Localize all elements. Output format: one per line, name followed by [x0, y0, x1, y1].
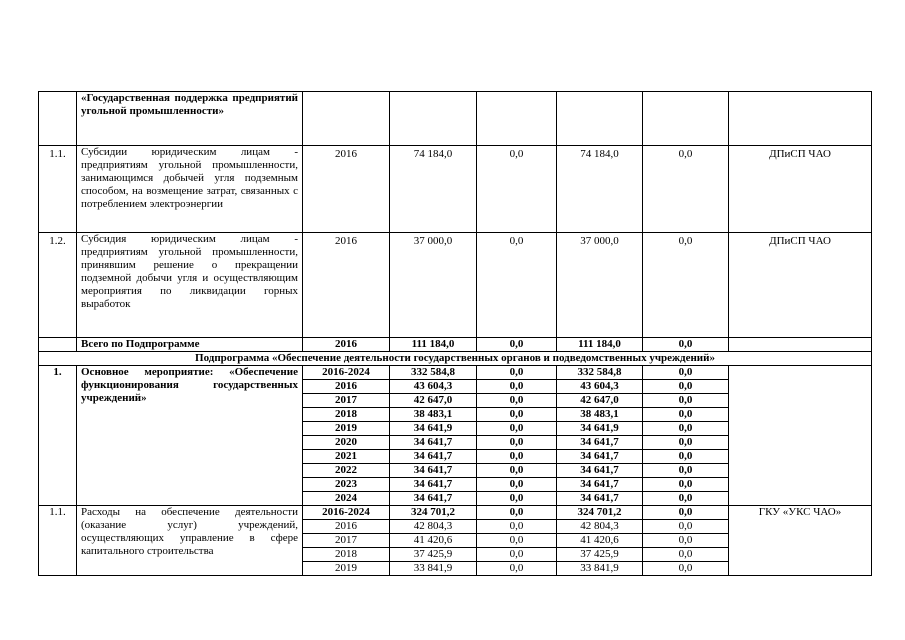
subtotal-executor	[729, 338, 872, 352]
year-total: 34 641,7	[390, 464, 477, 478]
table-row	[39, 233, 872, 338]
year-col2: 34 641,9	[557, 422, 643, 436]
year-total: 38 483,1	[390, 408, 477, 422]
block-executor: ГКУ «УКС ЧАО»	[729, 506, 872, 576]
year-col1: 0,0	[477, 492, 557, 506]
year-col3: 0,0	[643, 478, 729, 492]
year-col1: 0,0	[477, 422, 557, 436]
row-total: 37 000,0	[390, 233, 477, 338]
year-year: 2016-2024	[303, 506, 390, 520]
year-col3: 0,0	[643, 380, 729, 394]
year-row	[39, 366, 872, 380]
year-col1: 0,0	[477, 380, 557, 394]
year-total: 33 841,9	[390, 562, 477, 576]
year-col2: 324 701,2	[557, 506, 643, 520]
table-row	[39, 146, 872, 233]
subtotal-year: 2016	[303, 338, 390, 352]
subtotal-label: Всего по Подпрограмме	[77, 338, 303, 352]
year-total: 34 641,7	[390, 478, 477, 492]
year-col2: 43 604,3	[557, 380, 643, 394]
row-executor	[729, 92, 872, 146]
year-year: 2016-2024	[303, 366, 390, 380]
year-year: 2017	[303, 394, 390, 408]
year-col1: 0,0	[477, 394, 557, 408]
year-col1: 0,0	[477, 520, 557, 534]
year-year: 2018	[303, 408, 390, 422]
year-col3: 0,0	[643, 506, 729, 520]
year-col1: 0,0	[477, 436, 557, 450]
year-col1: 0,0	[477, 478, 557, 492]
row-col1: 0,0	[477, 233, 557, 338]
subtotal-col2: 111 184,0	[557, 338, 643, 352]
year-col1: 0,0	[477, 548, 557, 562]
year-col3: 0,0	[643, 534, 729, 548]
year-total: 41 420,6	[390, 534, 477, 548]
year-col2: 37 425,9	[557, 548, 643, 562]
subtotal-col1: 0,0	[477, 338, 557, 352]
year-col1: 0,0	[477, 464, 557, 478]
year-total: 34 641,7	[390, 436, 477, 450]
subtotal-number	[39, 338, 77, 352]
block-number: 1.1.	[39, 506, 77, 576]
year-year: 2023	[303, 478, 390, 492]
row-col2: 37 000,0	[557, 233, 643, 338]
row-year: 2016	[303, 146, 390, 233]
year-col3: 0,0	[643, 394, 729, 408]
year-year: 2016	[303, 380, 390, 394]
year-total: 42 804,3	[390, 520, 477, 534]
year-row	[39, 506, 872, 520]
row-col2	[557, 92, 643, 146]
year-col3: 0,0	[643, 548, 729, 562]
year-year: 2016	[303, 520, 390, 534]
year-col3: 0,0	[643, 562, 729, 576]
year-col2: 41 420,6	[557, 534, 643, 548]
year-total: 324 701,2	[390, 506, 477, 520]
subtotal-col3: 0,0	[643, 338, 729, 352]
year-col2: 34 641,7	[557, 478, 643, 492]
year-col3: 0,0	[643, 436, 729, 450]
year-total: 34 641,7	[390, 492, 477, 506]
year-col3: 0,0	[643, 408, 729, 422]
year-total: 42 647,0	[390, 394, 477, 408]
row-number: 1.1.	[39, 146, 77, 233]
year-year: 2017	[303, 534, 390, 548]
year-col1: 0,0	[477, 450, 557, 464]
year-year: 2021	[303, 450, 390, 464]
year-col2: 332 584,8	[557, 366, 643, 380]
year-year: 2020	[303, 436, 390, 450]
row-col3	[643, 92, 729, 146]
subprogram-row	[39, 352, 872, 366]
block-number: 1.	[39, 366, 77, 506]
row-year: 2016	[303, 233, 390, 338]
row-col3: 0,0	[643, 146, 729, 233]
year-col1: 0,0	[477, 366, 557, 380]
row-name: Субсидии юридическим лицам - предприятиям угольной промышленности, занимающимся добычей угля подземным способом, на возмещение затрат, связанных с потреблением электроэнергии	[77, 146, 303, 233]
year-total: 34 641,9	[390, 422, 477, 436]
subtotal-row	[39, 338, 872, 352]
year-year: 2019	[303, 562, 390, 576]
row-total: 74 184,0	[390, 146, 477, 233]
year-col2: 34 641,7	[557, 436, 643, 450]
year-col2: 33 841,9	[557, 562, 643, 576]
year-total: 37 425,9	[390, 548, 477, 562]
row-executor: ДПиСП ЧАО	[729, 233, 872, 338]
year-col3: 0,0	[643, 464, 729, 478]
year-col3: 0,0	[643, 520, 729, 534]
row-col1	[477, 92, 557, 146]
year-year: 2018	[303, 548, 390, 562]
year-col2: 34 641,7	[557, 464, 643, 478]
year-col2: 42 647,0	[557, 394, 643, 408]
row-number: 1.2.	[39, 233, 77, 338]
year-col3: 0,0	[643, 366, 729, 380]
year-col2: 42 804,3	[557, 520, 643, 534]
year-total: 43 604,3	[390, 380, 477, 394]
year-year: 2024	[303, 492, 390, 506]
table-row	[39, 92, 872, 146]
row-year	[303, 92, 390, 146]
year-col1: 0,0	[477, 408, 557, 422]
year-col1: 0,0	[477, 562, 557, 576]
subprogram-title: Подпрограмма «Обеспечение деятельности государственных органов и подведомственных учреждений»	[39, 352, 872, 366]
year-col3: 0,0	[643, 492, 729, 506]
year-col1: 0,0	[477, 534, 557, 548]
year-total: 332 584,8	[390, 366, 477, 380]
year-col1: 0,0	[477, 506, 557, 520]
row-number	[39, 92, 77, 146]
year-col2: 34 641,7	[557, 450, 643, 464]
year-col2: 34 641,7	[557, 492, 643, 506]
year-year: 2022	[303, 464, 390, 478]
subtotal-total: 111 184,0	[390, 338, 477, 352]
year-total: 34 641,7	[390, 450, 477, 464]
year-year: 2019	[303, 422, 390, 436]
block-name: Основное мероприятие: «Обеспечение функционирования государственных учреждений»	[77, 366, 303, 506]
row-col1: 0,0	[477, 146, 557, 233]
row-col2: 74 184,0	[557, 146, 643, 233]
row-executor: ДПиСП ЧАО	[729, 146, 872, 233]
year-col3: 0,0	[643, 450, 729, 464]
block-name: Расходы на обеспечение деятельности (оказание услуг) учреждений, осуществляющих управление в сфере капитального строительства	[77, 506, 303, 576]
budget-table	[38, 91, 872, 576]
row-col3: 0,0	[643, 233, 729, 338]
block-executor	[729, 366, 872, 506]
row-total	[390, 92, 477, 146]
row-name: Субсидия юридическим лицам - предприятиям угольной промышленности, принявшим решение о прекращении подземной добычи угля и осуществляющим мероприятия по ликвидации горных выработок	[77, 233, 303, 338]
row-name: «Государственная поддержка предприятий угольной промышленности»	[77, 92, 303, 146]
year-col3: 0,0	[643, 422, 729, 436]
year-col2: 38 483,1	[557, 408, 643, 422]
